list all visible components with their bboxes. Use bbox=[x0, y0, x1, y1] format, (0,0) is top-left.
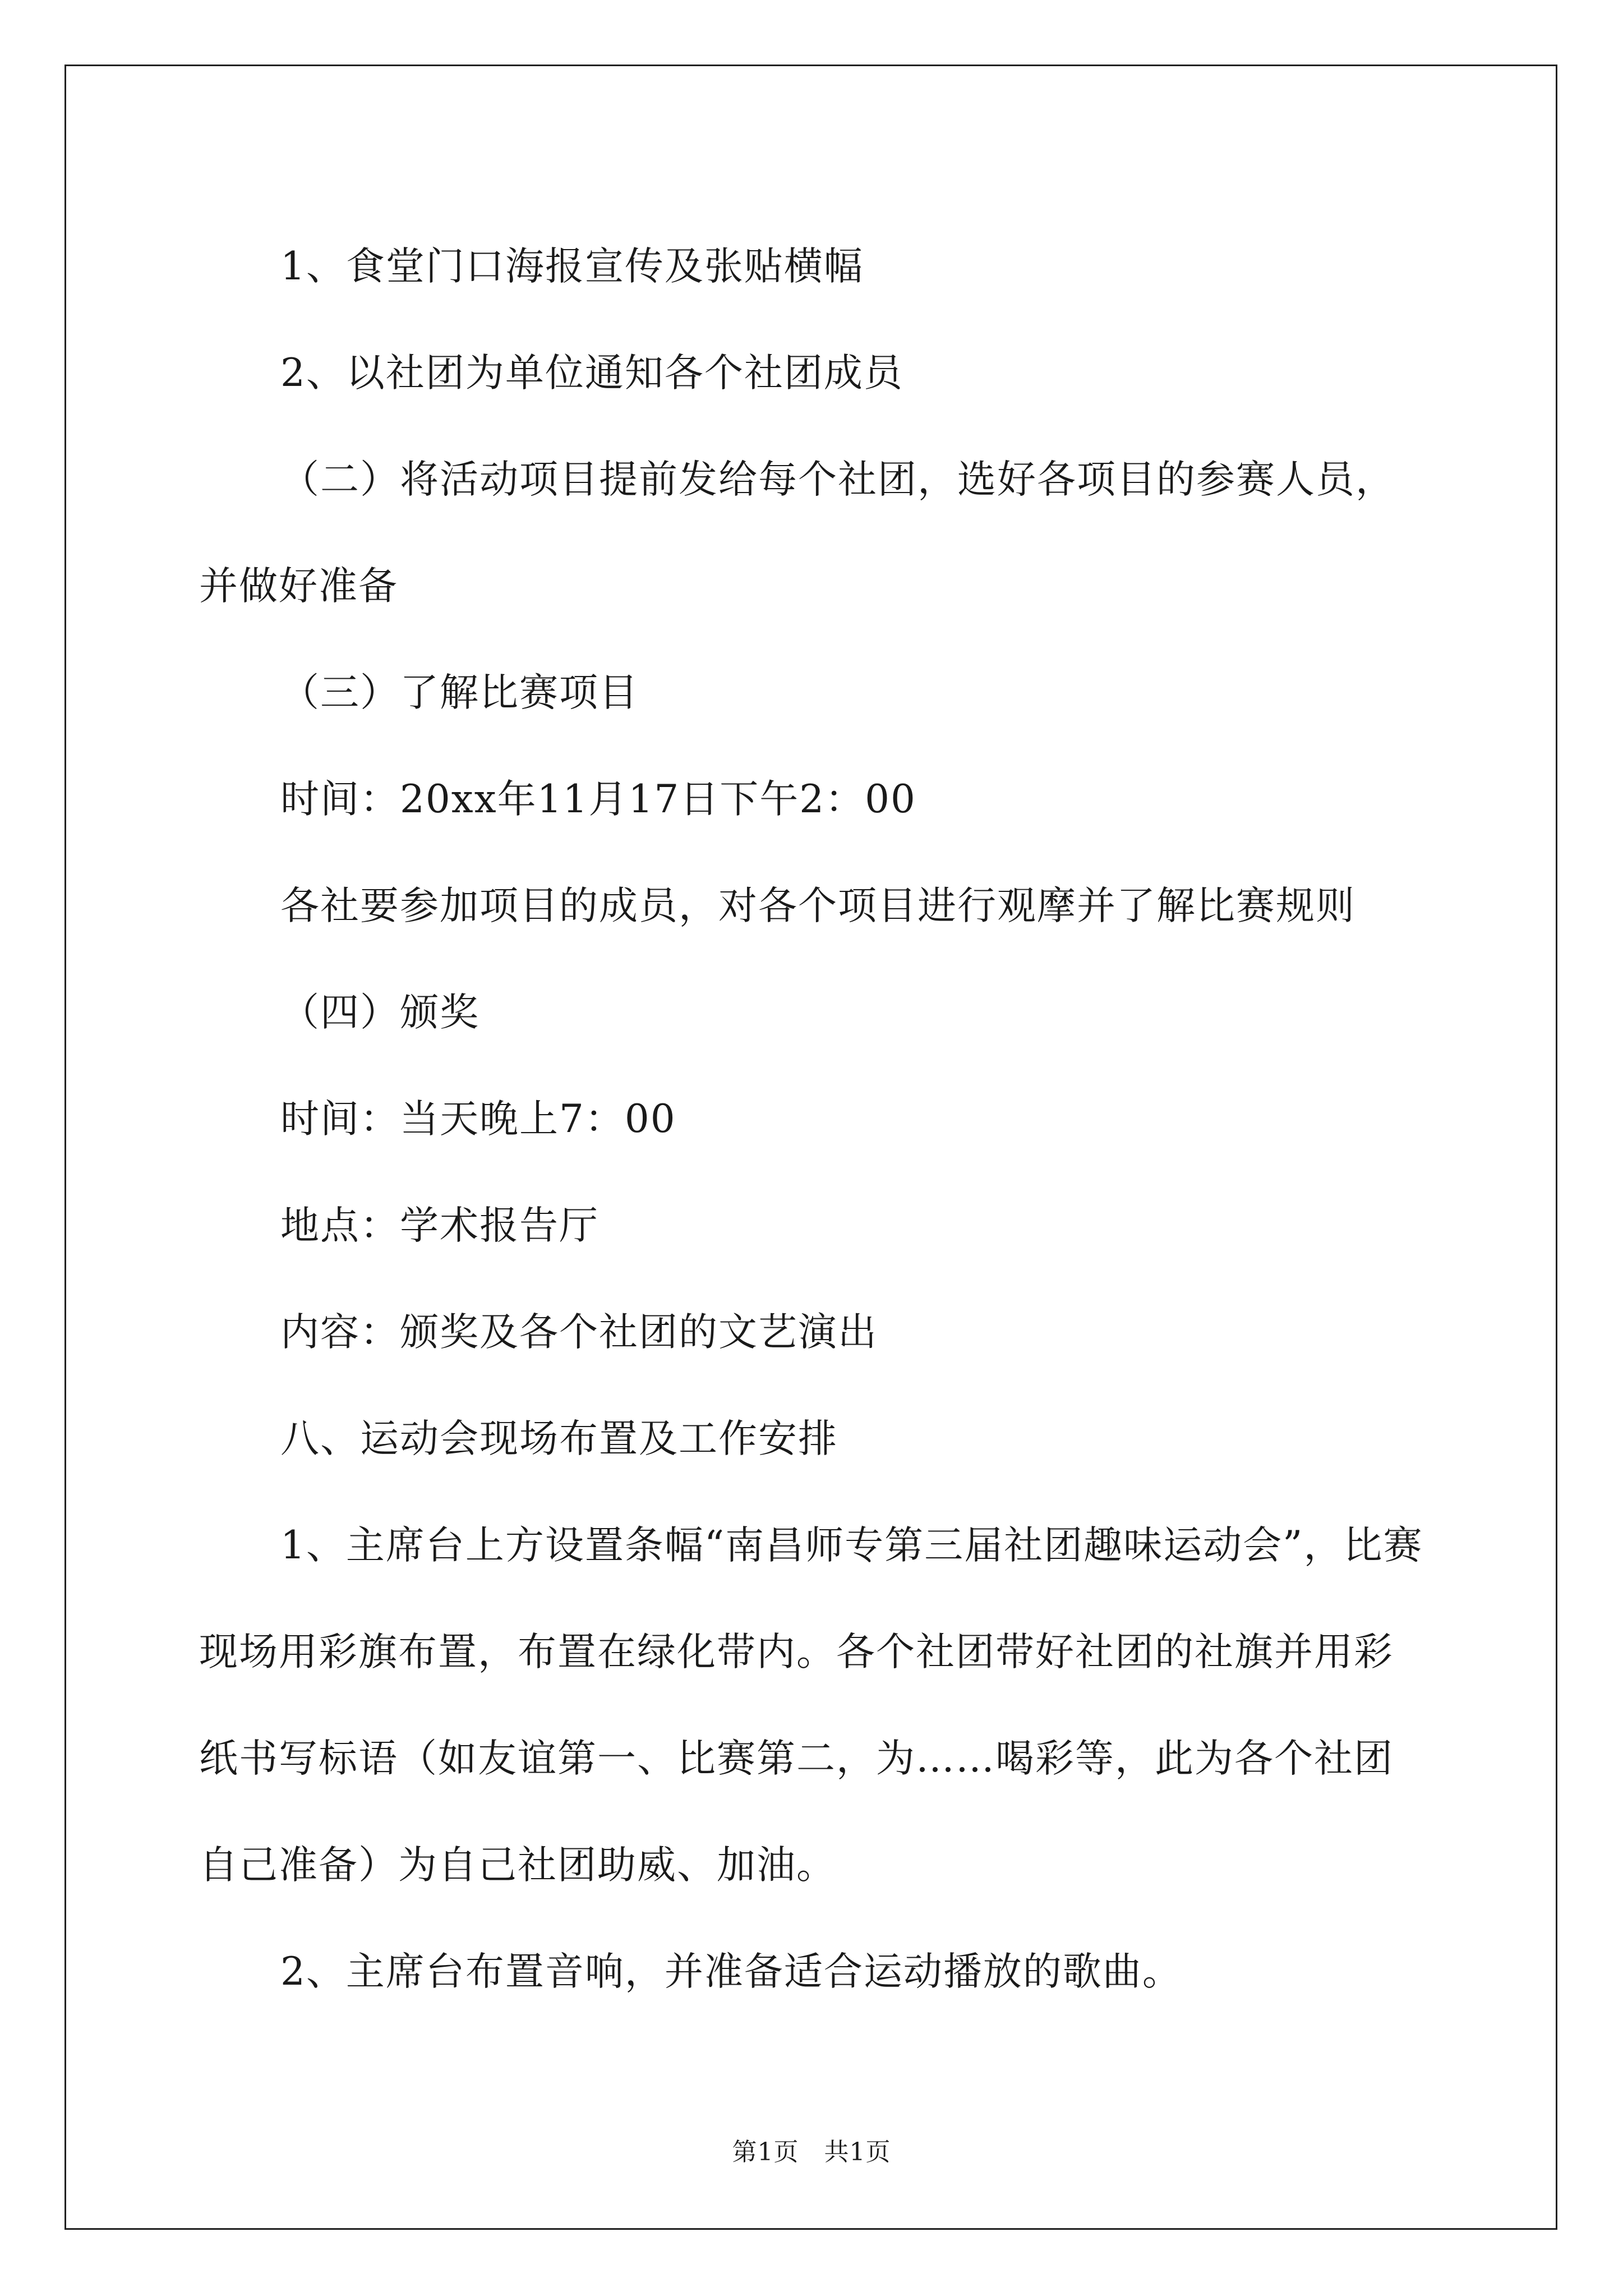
paragraph-section-eight: 八、运动会现场布置及工作安排 bbox=[280, 1416, 838, 1461]
paragraph-venue-setup: 1、主席台上方设置条幅“南昌师专第三届社团趣味运动会”，比赛现场用彩旗布置，布置在绿化带内。各个社团带好社团的社旗并用彩纸书写标语（如友谊第一、比赛第二，为……喝彩等，此为各个社团自己准备）为自己社团助威、加油。 bbox=[199, 1523, 1423, 1888]
page-footer: 第1页 共1页 bbox=[732, 2138, 891, 2166]
paragraph-section-three: （三）了解比赛项目 bbox=[280, 670, 639, 715]
paragraph-time-preview: 时间：20xx年11月17日下午2：00 bbox=[280, 777, 916, 822]
paragraph-sound-setup: 2、主席台布置音响，并准备适合运动播放的歌曲。 bbox=[280, 1949, 1182, 1994]
paragraph-observe-rules: 各社要参加项目的成员，对各个项目进行观摩并了解比赛规则 bbox=[280, 884, 1355, 928]
paragraph-publicity: 1、食堂门口海报宣传及张贴横幅 bbox=[280, 244, 864, 289]
paragraph-location: 地点：学术报告厅 bbox=[280, 1203, 599, 1248]
document-body bbox=[199, 213, 1433, 2025]
paragraph-section-four: （四）颁奖 bbox=[280, 990, 479, 1035]
paragraph-notify-members: 2、以社团为单位通知各个社团成员 bbox=[280, 351, 903, 395]
paragraph-content: 内容：颁奖及各个社团的文艺演出 bbox=[280, 1310, 878, 1355]
paragraph-section-two: （二）将活动项目提前发给每个社团，选好各项目的参赛人员，并做好准备 bbox=[199, 457, 1395, 609]
paragraph-time-award: 时间：当天晚上7：00 bbox=[280, 1097, 676, 1142]
